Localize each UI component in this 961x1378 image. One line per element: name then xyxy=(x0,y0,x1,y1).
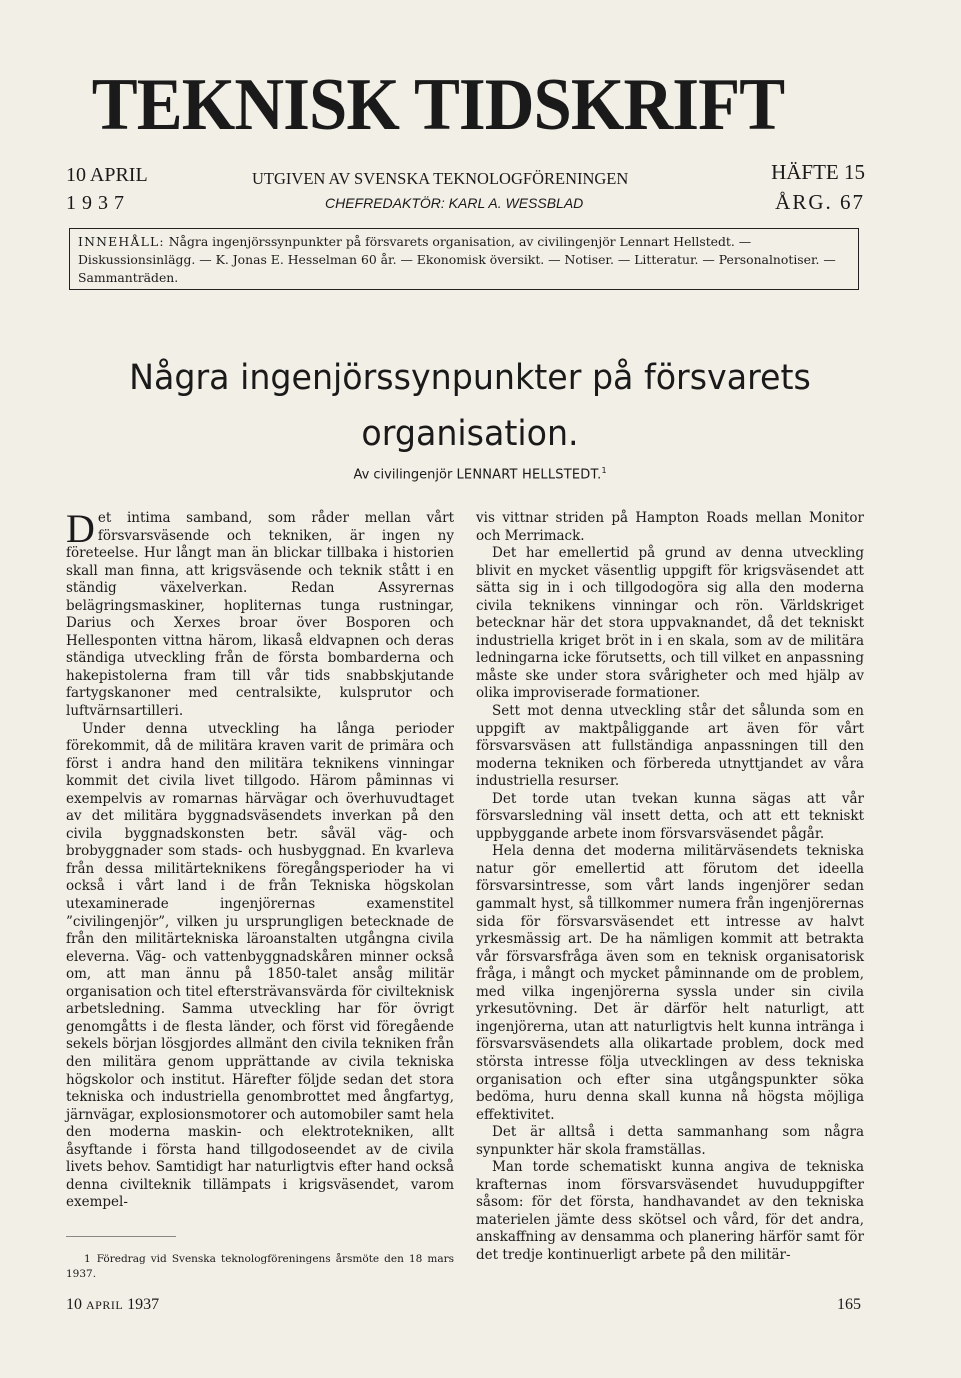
volume-number: ÅRG. 67 xyxy=(775,190,865,214)
footer-day: 10 xyxy=(66,1296,82,1313)
article-title: Några ingenjörssynpunkter på försvarets organisation. xyxy=(129,358,811,454)
byline-prefix: Av civilingenjör xyxy=(353,467,453,483)
footnote-text: Föredrag vid Svenska teknologföreningens årsmöte den 18 mars 1937. xyxy=(66,1253,454,1280)
footer-month: APRIL xyxy=(86,1298,124,1312)
footer-date xyxy=(66,1296,159,1314)
contents-label: INNEHÅLL: xyxy=(78,234,165,249)
paragraph: Det torde utan tvekan kunna sägas att vår försvarsledning väl insett detta, och att ett tekniskt uppbyggande arbete inom försvarsväsendet pågår. xyxy=(476,790,864,842)
footnote xyxy=(66,1252,454,1282)
issue-date: 10 APRIL xyxy=(66,164,148,186)
paragraph: Man torde schematiskt kunna angiva de tekniska krafternas inom försvarsväsendet huvuduppgifter såsom: för det första, handhavandet av den tekniska materielen jämte dess skötsel och vård, för det andra, anskaffning av densamma och planering härför samt för det tredje kontinuerligt arbete på den militär- xyxy=(476,1159,864,1263)
paragraph: Det är alltså i detta sammanhang som några synpunkter här skola framställas. xyxy=(476,1124,864,1158)
article-column-right xyxy=(476,510,864,1265)
contents-box xyxy=(69,228,859,290)
paragraph: Sett mot denna utveckling står det sålunda som en uppgift av maktpåliggande art även för vårt försvarsväsen att fullständiga anpassningen till den moderna tekniken och förbereda utnyttjandet av våra industriella resurser. xyxy=(476,703,864,790)
contents-text: Några ingenjörssynpunkter på försvarets organisation, av civilingenjör Lennart Hellstedt. — Diskussionsinlägg. — K. Jonas E. Hesselman 60 år. — Ekonomisk översikt. — Notiser. — Litteratur. — Personalnotiser. — Sammanträden. xyxy=(78,234,836,285)
byline-footnote-mark: 1 xyxy=(601,466,607,475)
paragraph: Under denna utveckling ha långa perioder förekommit, då de militära kraven varit de primära och först i andra hand den militära teknikens vinningar kommit det civila livet tillgodo. Härom påminnas vi exempelvis av romarnas härvägar och överhuvudtaget av det militära byggnadsväsendets inverkan på den civila byggnadskonsten betr. såväl väg- och brobyggnader som stads- och husbyggnad. En kvarleva från dessa militärteknikens föregångsperioder ha vi också i vårt land i de från Tekniska högskolan utexaminerade ingenjörernas examenstitel ”civilingenjör”, vilken ju ursprungligen betecknade de från den militärtekniska läroanstalten utgångna civila eleverna. Väg- och vattenbyggnadskåren minner också om, att man ännu på 1850-talet ansåg militär organisation och titel eftersträvansvärda för civilteknisk arbetsledning. Samma utveckling har för övrigt genomgåtts i de flesta länder, och först vid föregående sekels början lösgjordes allmänt den civila tekniken från den militära genom upprättande av civila tekniska högskolor och institut. Härefter följde sedan det stora tekniska och industriella genombrottet med ångfartyg, järnvägar, explosionsmotorer och automobiler samt hela den moderna maskin- och elektrotekniken, allt åsyftande i första hand tillgodoseendet av de civila livets behov. Samtidigt har naturligtvis efter hand också denna civilteknik tillämpats i krigsväsendet, varom exempel- xyxy=(66,720,454,1211)
publisher-line: UTGIVEN AV SVENSKA TEKNOLOGFÖRENINGEN xyxy=(252,169,629,188)
paragraph-text: et intima samband, som råder mellan vårt försvarsväsende och tekniken, är ingen ny företeelse. Hur långt man än blickar tillbaka i historien skall man finna, att krigsväsende och teknik stått i en ständig växelverkan. Redan Assyrernas belägringsmaskiner, hopliternas tunga rustningar, Darius och Xerxes broar över Bosporen och Hellesponten vittna härom, likaså eldvapnen och deras ständiga utveckling från de första bombarderna och hakepistolerna fram till vår tids snabbskjutande fartygskanoner med centralsikte, kulsprutor och luftvärnsartilleri. xyxy=(66,510,454,720)
editor-line: CHEFREDAKTÖR: KARL A. WESSBLAD xyxy=(325,195,584,211)
footer-year: 1937 xyxy=(127,1296,160,1313)
journal-masthead: TEKNISK TIDSKRIFT xyxy=(91,64,785,146)
paragraph: vis vittnar striden på Hampton Roads mellan Monitor och Merrimack. xyxy=(476,510,864,544)
issue-number: HÄFTE 15 xyxy=(771,160,865,184)
issue-year: 1937 xyxy=(66,192,130,214)
paragraph: Hela denna det moderna militärväsendets tekniska natur gör emellertid att förutom det ideella försvarsintresse, som vårt lands ingenjörer sedan gammalt hyst, så tillkommer numera från ingenjörernas sida för försvarsväsendet ett intresse av halvt yrkesmässig art. De ha nämligen kommit att betrakta vår försvarsfråga även som en teknisk organisatorisk fråga, i mångt och mycket påminnande om de problem, med vilka ingenjörerna syssla under sin civila yrkesutövning. Det är därför helt naturligt, att ingenjörerna, utan att naturligtvis helt kunna intränga i försvarsväsendets alla olikartade problem, dock med största intresse följa utvecklingen av dess tekniska organisation och efter sina utgångspunkter söka bedöma, huru denna skall kunna nå högsta möjliga effektivitet. xyxy=(476,843,864,1123)
article-column-left xyxy=(66,506,454,1212)
byline-author: LENNART HELLSTEDT. xyxy=(456,467,602,483)
footnote-divider xyxy=(66,1236,176,1237)
footnote-number: 1 xyxy=(84,1253,91,1265)
paragraph: Det har emellertid på grund av denna utveckling blivit en mycket väsentlig uppgift för krigsväsendet att sätta sig in i och tillgodogöra sig alla den moderna civila teknikens vinningar och rön. Världskriget betecknar här det stora uppvaknandet, då det tekniskt industriella kriget bröt in i en skala, som av de militära ledningarna icke förutsetts, och till vilket en anpassning måste ske under stora svårigheter och med hjälp av olika improviserade formationer. xyxy=(476,545,864,702)
drop-cap: D xyxy=(66,506,95,551)
article-byline xyxy=(200,466,760,482)
paragraph xyxy=(66,506,454,721)
page-number: 165 xyxy=(837,1296,861,1313)
